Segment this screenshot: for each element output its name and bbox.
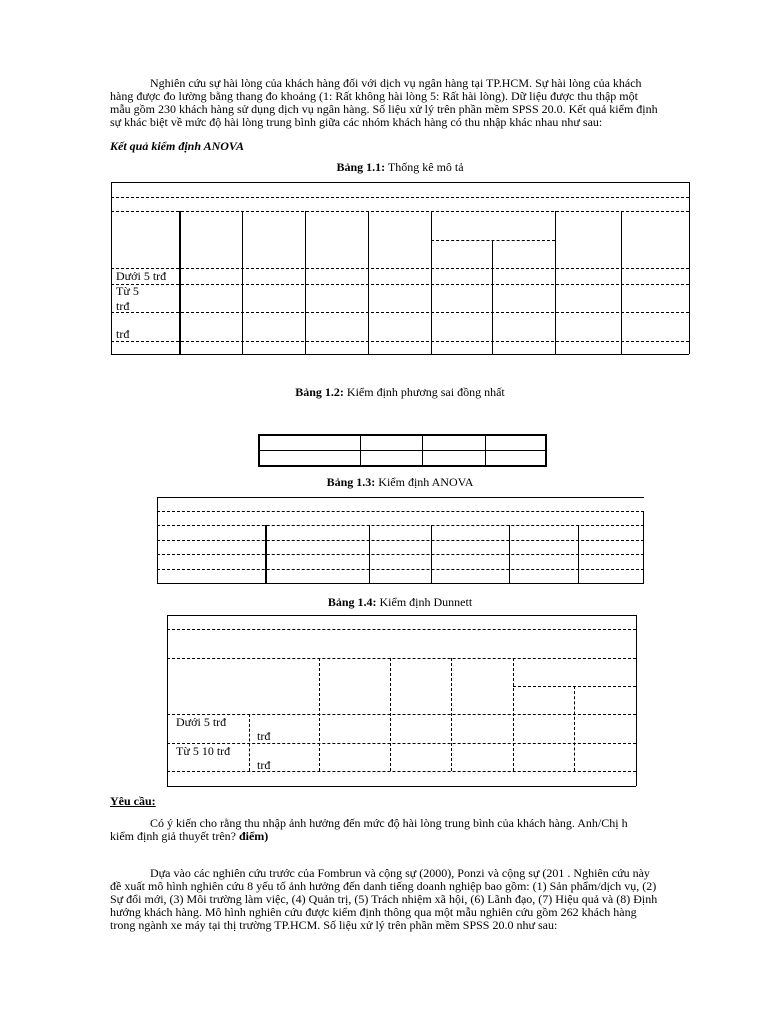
requirements-paragraph — [110, 817, 695, 843]
table1-row-label: Dưới 5 trđ — [116, 269, 167, 283]
table3-caption-label: Bảng 1.3: — [326, 475, 376, 489]
intro-line-3: mẫu gồm 230 khách hàng sử dụng dịch vụ ngân hàng. Số liệu xử lý trên phần mềm SPSS 20.0. Kết quả kiểm định — [110, 102, 658, 116]
table2-caption-label: Bảng 1.2: — [295, 385, 344, 399]
requirements-line-1: Có ý kiến cho rằng thu nhập ảnh hưởng đến mức độ hài lòng trung bình của khách hàng. Anh/Chị h — [150, 816, 628, 830]
table4-caption — [110, 596, 690, 609]
second-line-4: hướng khách hàng. Mô hình nghiên cứu được kiểm định thông qua một mẫu nghiên cứu gồm 262 khách hàng — [110, 905, 637, 919]
requirements-line-2 — [110, 830, 695, 843]
table4-caption-text: Kiểm định Dunnett — [376, 595, 473, 609]
table3-caption — [110, 476, 690, 489]
table1-caption — [110, 161, 690, 174]
table4-row-label: trđ — [257, 758, 271, 772]
second-line-5: trong ngành xe máy tại thị trường TP.HCM. Số liệu xử lý trên phần mềm SPSS 20.0 như sau: — [110, 918, 558, 932]
second-paragraph — [110, 867, 695, 932]
second-line-3: Sự đổi mới, (3) Môi trường làm việc, (4) Quản trị, (5) Trách nhiệm xã hội, (6) Lãnh đạo, (7) Hiệu quả và (8) Định — [110, 892, 658, 906]
intro-line-1: Nghiên cứu sự hài lòng của khách hàng đối với dịch vụ ngân hàng tại TP.HCM. Sự hài lòng của khách — [150, 76, 642, 90]
table4-caption-label: Bảng 1.4: — [327, 595, 377, 609]
table4-row-label: Dưới 5 trđ — [176, 715, 227, 729]
requirements-points: điểm) — [238, 829, 269, 843]
table4-row-label: trđ — [257, 729, 271, 743]
anova-heading: Kết quả kiểm định ANOVA — [110, 139, 245, 153]
requirements-line-2-text: kiểm định giả thuyết trên? — [110, 829, 239, 843]
table1-caption-label: Bảng 1.1: — [336, 160, 386, 174]
table3-caption-text: Kiểm định ANOVA — [375, 475, 474, 489]
table2-caption — [110, 386, 690, 399]
intro-paragraph — [110, 77, 695, 129]
table4-row-label: Từ 5 10 trđ — [176, 744, 231, 758]
intro-line-2: hàng được đo lường bằng thang đo khoảng (1: Rất không hài lòng 5: Rất hài lòng). Dữ liệu được thu thập một — [110, 89, 638, 103]
table2-caption-text: Kiểm định phương sai đồng nhất — [343, 385, 505, 399]
second-line-1: Dựa vào các nghiên cứu trước của Fombrun và cộng sự (2000), Ponzi và cộng sự (201 . Nghiên cứu này — [150, 866, 650, 880]
intro-line-4: sự khác biệt về mức độ hài lòng trung bình giữa các nhóm khách hàng có thu nhập khác nhau như sau: — [110, 115, 603, 129]
second-line-2: đề xuất mô hình nghiên cứu 8 yếu tố ảnh hưởng đến danh tiếng doanh nghiệp bao gồm: (1) Sản phẩm/dịch vụ, (2) — [110, 879, 657, 893]
table1-caption-text: Thống kê mô tả — [385, 160, 464, 174]
requirements-heading: Yêu cầu: — [110, 794, 156, 808]
table1-row-label: Từ 5 — [116, 284, 139, 298]
table1-row-label: trđ — [116, 299, 130, 313]
table1-row-label: trđ — [116, 327, 130, 341]
